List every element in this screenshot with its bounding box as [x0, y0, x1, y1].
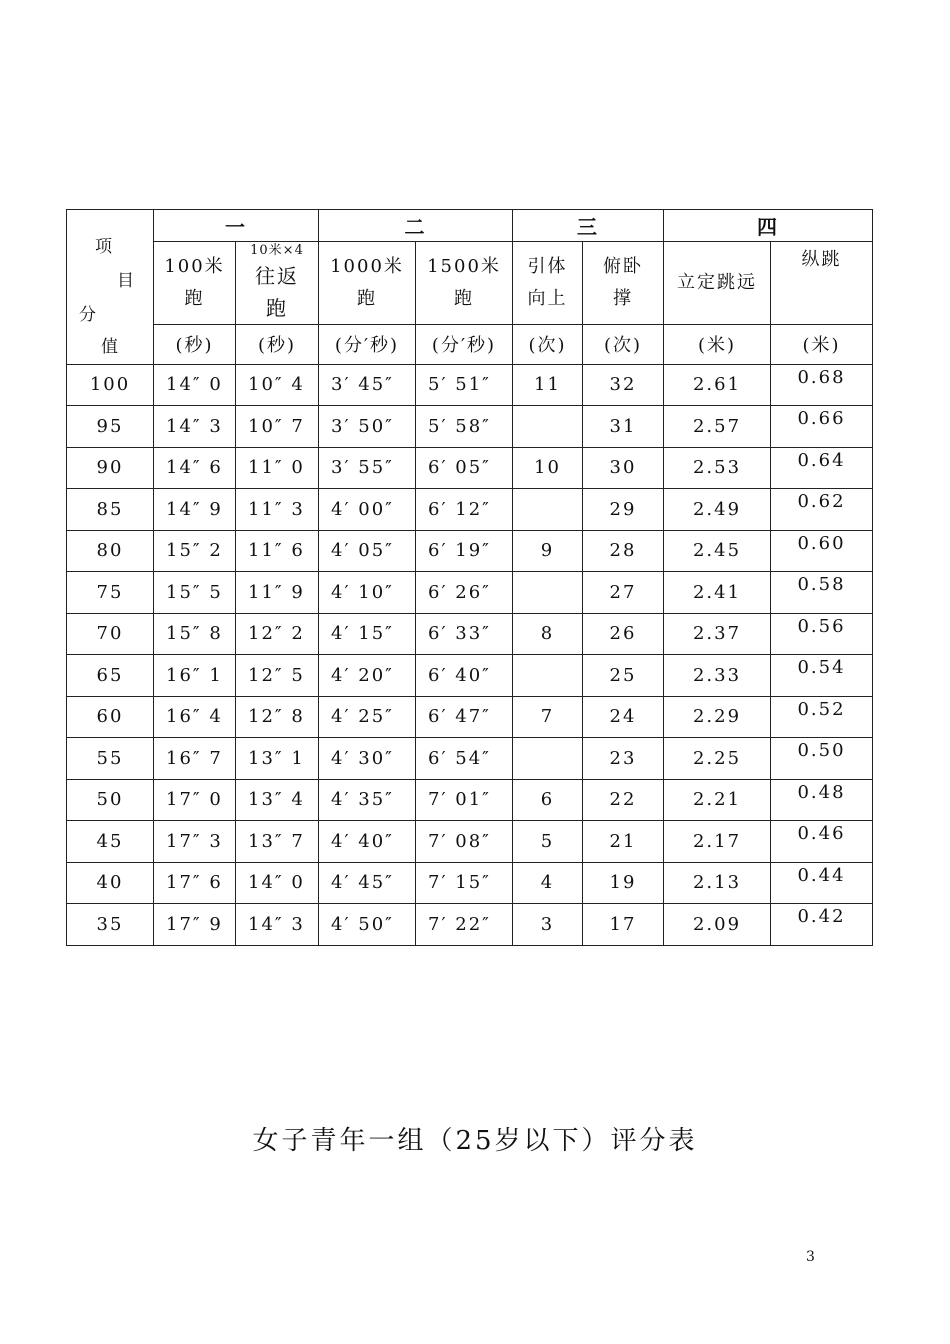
- longjump-distance-cell: 2.57: [664, 406, 771, 448]
- run1500-time-cell: 5′ 51″: [416, 364, 513, 406]
- header-push-up: [583, 242, 664, 325]
- verticaljump-height-cell: 0.52: [771, 696, 873, 738]
- table-row: [67, 572, 873, 614]
- run1000-time-cell: 4′ 25″: [319, 696, 416, 738]
- header-shuttle-line1: 往返: [255, 264, 299, 288]
- shuttle-time-cell: 14″ 0: [236, 862, 319, 904]
- run1000-time-cell: 4′ 00″: [319, 489, 416, 531]
- pushup-count-cell: 17: [583, 904, 664, 946]
- table-row: [67, 364, 873, 406]
- pullup-count-cell: [513, 655, 583, 697]
- run100-time-cell: 17″ 6: [154, 862, 236, 904]
- header-standing-long-jump: 立定跳远: [664, 242, 771, 325]
- longjump-distance-cell: 2.53: [664, 447, 771, 489]
- corner-cell: [67, 210, 154, 365]
- table-row: [67, 696, 873, 738]
- table-row: [67, 406, 873, 448]
- run1000-time-cell: 4′ 45″: [319, 862, 416, 904]
- score-value-cell: 95: [67, 406, 154, 448]
- score-value-cell: 50: [67, 779, 154, 821]
- verticaljump-height-cell: 0.46: [771, 821, 873, 863]
- run1000-time-cell: 4′ 20″: [319, 655, 416, 697]
- group-two: 二: [319, 210, 513, 242]
- run1000-time-cell: 3′ 50″: [319, 406, 416, 448]
- corner-char-3: 分: [79, 305, 98, 325]
- shuttle-time-cell: 13″ 4: [236, 779, 319, 821]
- run100-time-cell: 16″ 4: [154, 696, 236, 738]
- longjump-distance-cell: 2.17: [664, 821, 771, 863]
- group-one: 一: [154, 210, 319, 242]
- run100-time-cell: 17″ 0: [154, 779, 236, 821]
- unit-cell: (米): [664, 325, 771, 365]
- run1000-time-cell: 4′ 35″: [319, 779, 416, 821]
- run100-time-cell: 14″ 9: [154, 489, 236, 531]
- run1000-time-cell: 4′ 50″: [319, 904, 416, 946]
- verticaljump-height-cell: 0.50: [771, 738, 873, 780]
- run1000-time-cell: 4′ 10″: [319, 572, 416, 614]
- run100-time-cell: 15″ 2: [154, 530, 236, 572]
- group-three: 三: [513, 210, 664, 242]
- header-1000m-line2: 跑: [357, 288, 377, 309]
- table-row: [67, 821, 873, 863]
- run100-time-cell: 14″ 3: [154, 406, 236, 448]
- corner-char-1: 项: [95, 237, 114, 257]
- score-value-cell: 85: [67, 489, 154, 531]
- shuttle-time-cell: 11″ 9: [236, 572, 319, 614]
- header-shuttle-line2: 跑: [266, 296, 288, 320]
- header-1500m-line2: 跑: [454, 288, 474, 309]
- pushup-count-cell: 23: [583, 738, 664, 780]
- score-rows: [67, 364, 873, 945]
- pushup-count-cell: 24: [583, 696, 664, 738]
- table-row: [67, 655, 873, 697]
- run1500-time-cell: 7′ 08″: [416, 821, 513, 863]
- score-value-cell: 45: [67, 821, 154, 863]
- table-row: [67, 613, 873, 655]
- header-1000m-line1: 1000米: [330, 256, 404, 277]
- run1000-time-cell: 4′ 30″: [319, 738, 416, 780]
- unit-cell: (秒): [154, 325, 236, 365]
- run100-time-cell: 16″ 7: [154, 738, 236, 780]
- pushup-count-cell: 26: [583, 613, 664, 655]
- shuttle-time-cell: 11″ 6: [236, 530, 319, 572]
- verticaljump-height-cell: 0.64: [771, 447, 873, 489]
- shuttle-time-cell: 13″ 1: [236, 738, 319, 780]
- verticaljump-height-cell: 0.48: [771, 779, 873, 821]
- run1500-time-cell: 7′ 15″: [416, 862, 513, 904]
- verticaljump-height-cell: 0.60: [771, 530, 873, 572]
- longjump-distance-cell: 2.29: [664, 696, 771, 738]
- unit-cell: (米): [771, 325, 873, 365]
- unit-cell: (次): [583, 325, 664, 365]
- shuttle-time-cell: 12″ 2: [236, 613, 319, 655]
- unit-cell: (秒): [236, 325, 319, 365]
- run1500-time-cell: 7′ 01″: [416, 779, 513, 821]
- longjump-distance-cell: 2.25: [664, 738, 771, 780]
- shuttle-time-cell: 10″ 7: [236, 406, 319, 448]
- run1500-time-cell: 6′ 40″: [416, 655, 513, 697]
- table-title: 女子青年一组（25岁以下）评分表: [252, 1126, 698, 1156]
- score-value-cell: 35: [67, 904, 154, 946]
- run1500-time-cell: 6′ 26″: [416, 572, 513, 614]
- pullup-count-cell: [513, 489, 583, 531]
- corner-char-4: 值: [101, 337, 120, 357]
- longjump-distance-cell: 2.21: [664, 779, 771, 821]
- longjump-distance-cell: 2.49: [664, 489, 771, 531]
- header-pullup-line2: 向上: [527, 288, 568, 309]
- run1500-time-cell: 6′ 19″: [416, 530, 513, 572]
- shuttle-time-cell: 14″ 3: [236, 904, 319, 946]
- shuttle-time-cell: 10″ 4: [236, 364, 319, 406]
- header-100m-line2: 跑: [184, 288, 205, 309]
- run100-time-cell: 14″ 6: [154, 447, 236, 489]
- unit-cell: (次): [513, 325, 583, 365]
- run100-time-cell: 15″ 5: [154, 572, 236, 614]
- pushup-count-cell: 25: [583, 655, 664, 697]
- run100-time-cell: 15″ 8: [154, 613, 236, 655]
- run1000-time-cell: 3′ 55″: [319, 447, 416, 489]
- header-pushup-line1: 俯卧: [603, 256, 643, 277]
- shuttle-time-cell: 12″ 8: [236, 696, 319, 738]
- shuttle-time-cell: 13″ 7: [236, 821, 319, 863]
- verticaljump-height-cell: 0.62: [771, 489, 873, 531]
- table-row: [67, 862, 873, 904]
- shuttle-time-cell: 12″ 5: [236, 655, 319, 697]
- score-value-cell: 60: [67, 696, 154, 738]
- score-value-cell: 90: [67, 447, 154, 489]
- run100-time-cell: 17″ 3: [154, 821, 236, 863]
- longjump-distance-cell: 2.41: [664, 572, 771, 614]
- longjump-distance-cell: 2.13: [664, 862, 771, 904]
- scoring-table: [66, 209, 873, 946]
- run1500-time-cell: 6′ 12″: [416, 489, 513, 531]
- table-row: [67, 530, 873, 572]
- group-four: 四: [664, 210, 873, 242]
- header-pushup-line2: 撑: [613, 288, 633, 309]
- verticaljump-height-cell: 0.44: [771, 862, 873, 904]
- shuttle-time-cell: 11″ 0: [236, 447, 319, 489]
- header-100m-run: [154, 242, 236, 325]
- header-pull-up: [513, 242, 583, 325]
- header-pullup-line1: 引体: [527, 256, 568, 277]
- header-shuttle-top: 10米×4: [250, 243, 304, 258]
- run100-time-cell: 16″ 1: [154, 655, 236, 697]
- pullup-count-cell: 5: [513, 821, 583, 863]
- pushup-count-cell: 22: [583, 779, 664, 821]
- verticaljump-height-cell: 0.58: [771, 572, 873, 614]
- group-header-row: [67, 210, 873, 242]
- score-value-cell: 80: [67, 530, 154, 572]
- page-number: 3: [806, 1249, 815, 1265]
- header-100m-line1: 100米: [164, 256, 225, 277]
- pushup-count-cell: 19: [583, 862, 664, 904]
- longjump-distance-cell: 2.45: [664, 530, 771, 572]
- run100-time-cell: 17″ 9: [154, 904, 236, 946]
- run1500-time-cell: 6′ 33″: [416, 613, 513, 655]
- longjump-distance-cell: 2.61: [664, 364, 771, 406]
- run1000-time-cell: 4′ 05″: [319, 530, 416, 572]
- units-row: [67, 325, 873, 365]
- run100-time-cell: 14″ 0: [154, 364, 236, 406]
- score-value-cell: 100: [67, 364, 154, 406]
- run1500-time-cell: 6′ 47″: [416, 696, 513, 738]
- longjump-distance-cell: 2.09: [664, 904, 771, 946]
- pullup-count-cell: 8: [513, 613, 583, 655]
- pullup-count-cell: 3: [513, 904, 583, 946]
- pushup-count-cell: 27: [583, 572, 664, 614]
- pullup-count-cell: 10: [513, 447, 583, 489]
- unit-cell: (分′秒): [416, 325, 513, 365]
- unit-cell: (分′秒): [319, 325, 416, 365]
- pushup-count-cell: 30: [583, 447, 664, 489]
- pullup-count-cell: 11: [513, 364, 583, 406]
- run1500-time-cell: 7′ 22″: [416, 904, 513, 946]
- run1000-time-cell: 4′ 40″: [319, 821, 416, 863]
- verticaljump-height-cell: 0.54: [771, 655, 873, 697]
- longjump-distance-cell: 2.33: [664, 655, 771, 697]
- score-value-cell: 70: [67, 613, 154, 655]
- pullup-count-cell: 9: [513, 530, 583, 572]
- run1000-time-cell: 3′ 45″: [319, 364, 416, 406]
- pullup-count-cell: [513, 406, 583, 448]
- pushup-count-cell: 28: [583, 530, 664, 572]
- header-vertical-jump: 纵跳: [771, 242, 873, 325]
- pullup-count-cell: [513, 738, 583, 780]
- shuttle-time-cell: 11″ 3: [236, 489, 319, 531]
- score-value-cell: 75: [67, 572, 154, 614]
- table-row: [67, 904, 873, 946]
- pushup-count-cell: 31: [583, 406, 664, 448]
- run1500-time-cell: 6′ 05″: [416, 447, 513, 489]
- run1500-time-cell: 6′ 54″: [416, 738, 513, 780]
- verticaljump-height-cell: 0.68: [771, 364, 873, 406]
- verticaljump-height-cell: 0.66: [771, 406, 873, 448]
- header-1000m-run: [319, 242, 416, 325]
- pullup-count-cell: [513, 572, 583, 614]
- verticaljump-height-cell: 0.56: [771, 613, 873, 655]
- header-shuttle-run: [236, 242, 319, 325]
- score-value-cell: 40: [67, 862, 154, 904]
- table-row: [67, 447, 873, 489]
- table-row: [67, 779, 873, 821]
- run1000-time-cell: 4′ 15″: [319, 613, 416, 655]
- table-row: [67, 738, 873, 780]
- pullup-count-cell: 6: [513, 779, 583, 821]
- run1500-time-cell: 5′ 58″: [416, 406, 513, 448]
- header-1500m-line1: 1500米: [427, 256, 501, 277]
- pushup-count-cell: 32: [583, 364, 664, 406]
- header-1500m-run: [416, 242, 513, 325]
- verticaljump-height-cell: 0.42: [771, 904, 873, 946]
- score-value-cell: 55: [67, 738, 154, 780]
- pullup-count-cell: 7: [513, 696, 583, 738]
- longjump-distance-cell: 2.37: [664, 613, 771, 655]
- corner-char-2: 目: [117, 271, 136, 291]
- pullup-count-cell: 4: [513, 862, 583, 904]
- pushup-count-cell: 29: [583, 489, 664, 531]
- table-row: [67, 489, 873, 531]
- event-header-row: [67, 242, 873, 325]
- pushup-count-cell: 21: [583, 821, 664, 863]
- score-value-cell: 65: [67, 655, 154, 697]
